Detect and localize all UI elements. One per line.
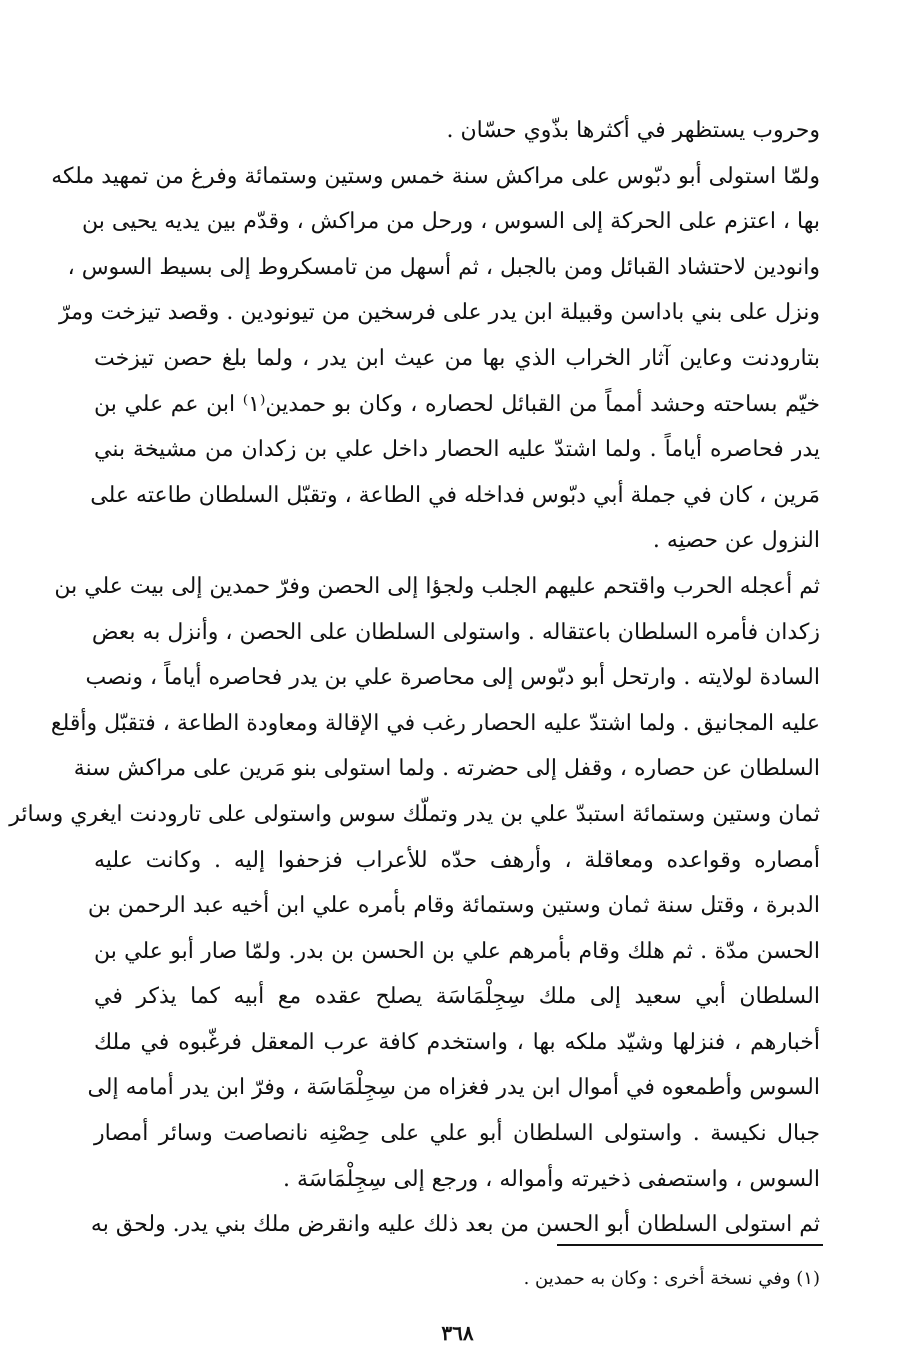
text-line: يدر فحاصره أياماً . ولما اشتدّ عليه الحصار داخل علي بن زكدان من مشيخة بني [94,437,820,463]
text-line: ثم أعجله الحرب واقتحم عليهم الجلب ولجؤا إلى الحصن وفرّ حمدين إلى بيت علي بن [54,573,820,599]
text-line: ثم استولى السلطان أبو الحسن من بعد ذلك عليه وانقرض ملك بني يدر. ولحق به [90,1212,820,1238]
text-line: مَرين ، كان في جملة أبي دبّوس فداخله في الطاعة ، وتقبّل السلطان طاعته على [90,482,820,508]
footnote-divider [557,1244,823,1246]
text-line: السوس ، واستصفى ذخيرته وأمواله ، ورجع إلى سِجِلْمَاسَة . [282,1166,820,1192]
page-number: ٣٦٨ [441,1321,474,1345]
text-line: زكدان فأمره السلطان باعتقاله . واستولى السلطان على الحصن ، وأنزل به بعض [91,619,820,645]
text-line: أخبارهم ، فنزلها وشيّد ملكه بها ، واستخدم كافة عرب المعقل فرغّبوه في ملك [94,1029,820,1055]
text-line: السلطان أبي سعيد إلى ملك سِجِلْمَاسَة يصلح عقده مع أبيه كما يذكر في [94,984,820,1010]
text-line: وحروب يستظهر في أكثرها بذّوي حسّان . [446,118,820,143]
text-line: النزول عن حصنِه . [652,528,820,554]
text-line: ونزل على بني باداسن وقبيلة ابن يدر على فرسخين من تيونودين . وقصد تيزخت ومرّ [59,300,820,326]
text-line: خيّم بساحته وحشد أمماً من القبائل لحصاره ، وكان بو حمدين⁽١⁾ ابن عم علي بن [94,391,821,417]
text-line: ثمان وستين وستمائة استبدّ علي بن يدر وتملّك سوس واستولى على تارودنت ايغري وسائر [9,801,820,827]
footnote: (١) وفي نسخة أخرى : وكان به حمدين . [523,1268,820,1289]
text-line: ولمّا استولى أبو دبّوس على مراكش سنة خمس وستين وستمائة وفرغ من تمهيد ملكه [51,163,820,189]
text-line: بها ، اعتزم على الحركة إلى السوس ، ورحل من مراكش ، وقدّم بين يديه يحيى بن [82,209,820,235]
main-text-block [9,108,821,1248]
text-line: السلطان عن حصاره ، وقفل إلى حضرته . ولما استولى بنو مَرين على مراكش سنة [73,756,820,782]
text-line: السادة لولايته . وارتحل أبو دبّوس إلى محاصرة علي بن يدر فحاصره أياماً ، ونصب [85,665,820,691]
text-line: وانودين لاحتشاد القبائل ومن بالجبل ، ثم أسهل من تامسكروط إلى بسيط السوس ، [67,254,820,280]
text-line: الحسن مدّة . ثم هلك وقام بأمرهم علي بن الحسن بن بدر. ولمّا صار أبو علي بن [94,938,820,964]
text-line: السوس وأطمعوه في أموال ابن يدر فغزاه من سِجِلْمَاسَة ، وفرّ ابن يدر أمامه إلى [87,1075,820,1101]
text-line: جبال نكيسة . واستولى السلطان أبو علي على حِصْنِه نانصاصت وسائر أمصار [94,1121,820,1147]
text-line: بتارودنت وعاين آثار الخراب الذي بها من عيث ابن يدر ، ولما بلغ حصن تيزخت [94,345,820,371]
text-line: عليه المجانيق . ولما اشتدّ عليه الحصار رغب في الإقالة ومعاودة الطاعة ، فتقبّل وأقلع [50,710,820,736]
text-line: الدبرة ، وقتل سنة ثمان وستين وستمائة وقام بأمره علي ابن أخيه عبد الرحمن بن [87,893,820,919]
text-line: أمصاره وقواعده ومعاقلة ، وأرهف حدّه للأعراب فزحفوا إليه . وكانت عليه [94,847,820,873]
